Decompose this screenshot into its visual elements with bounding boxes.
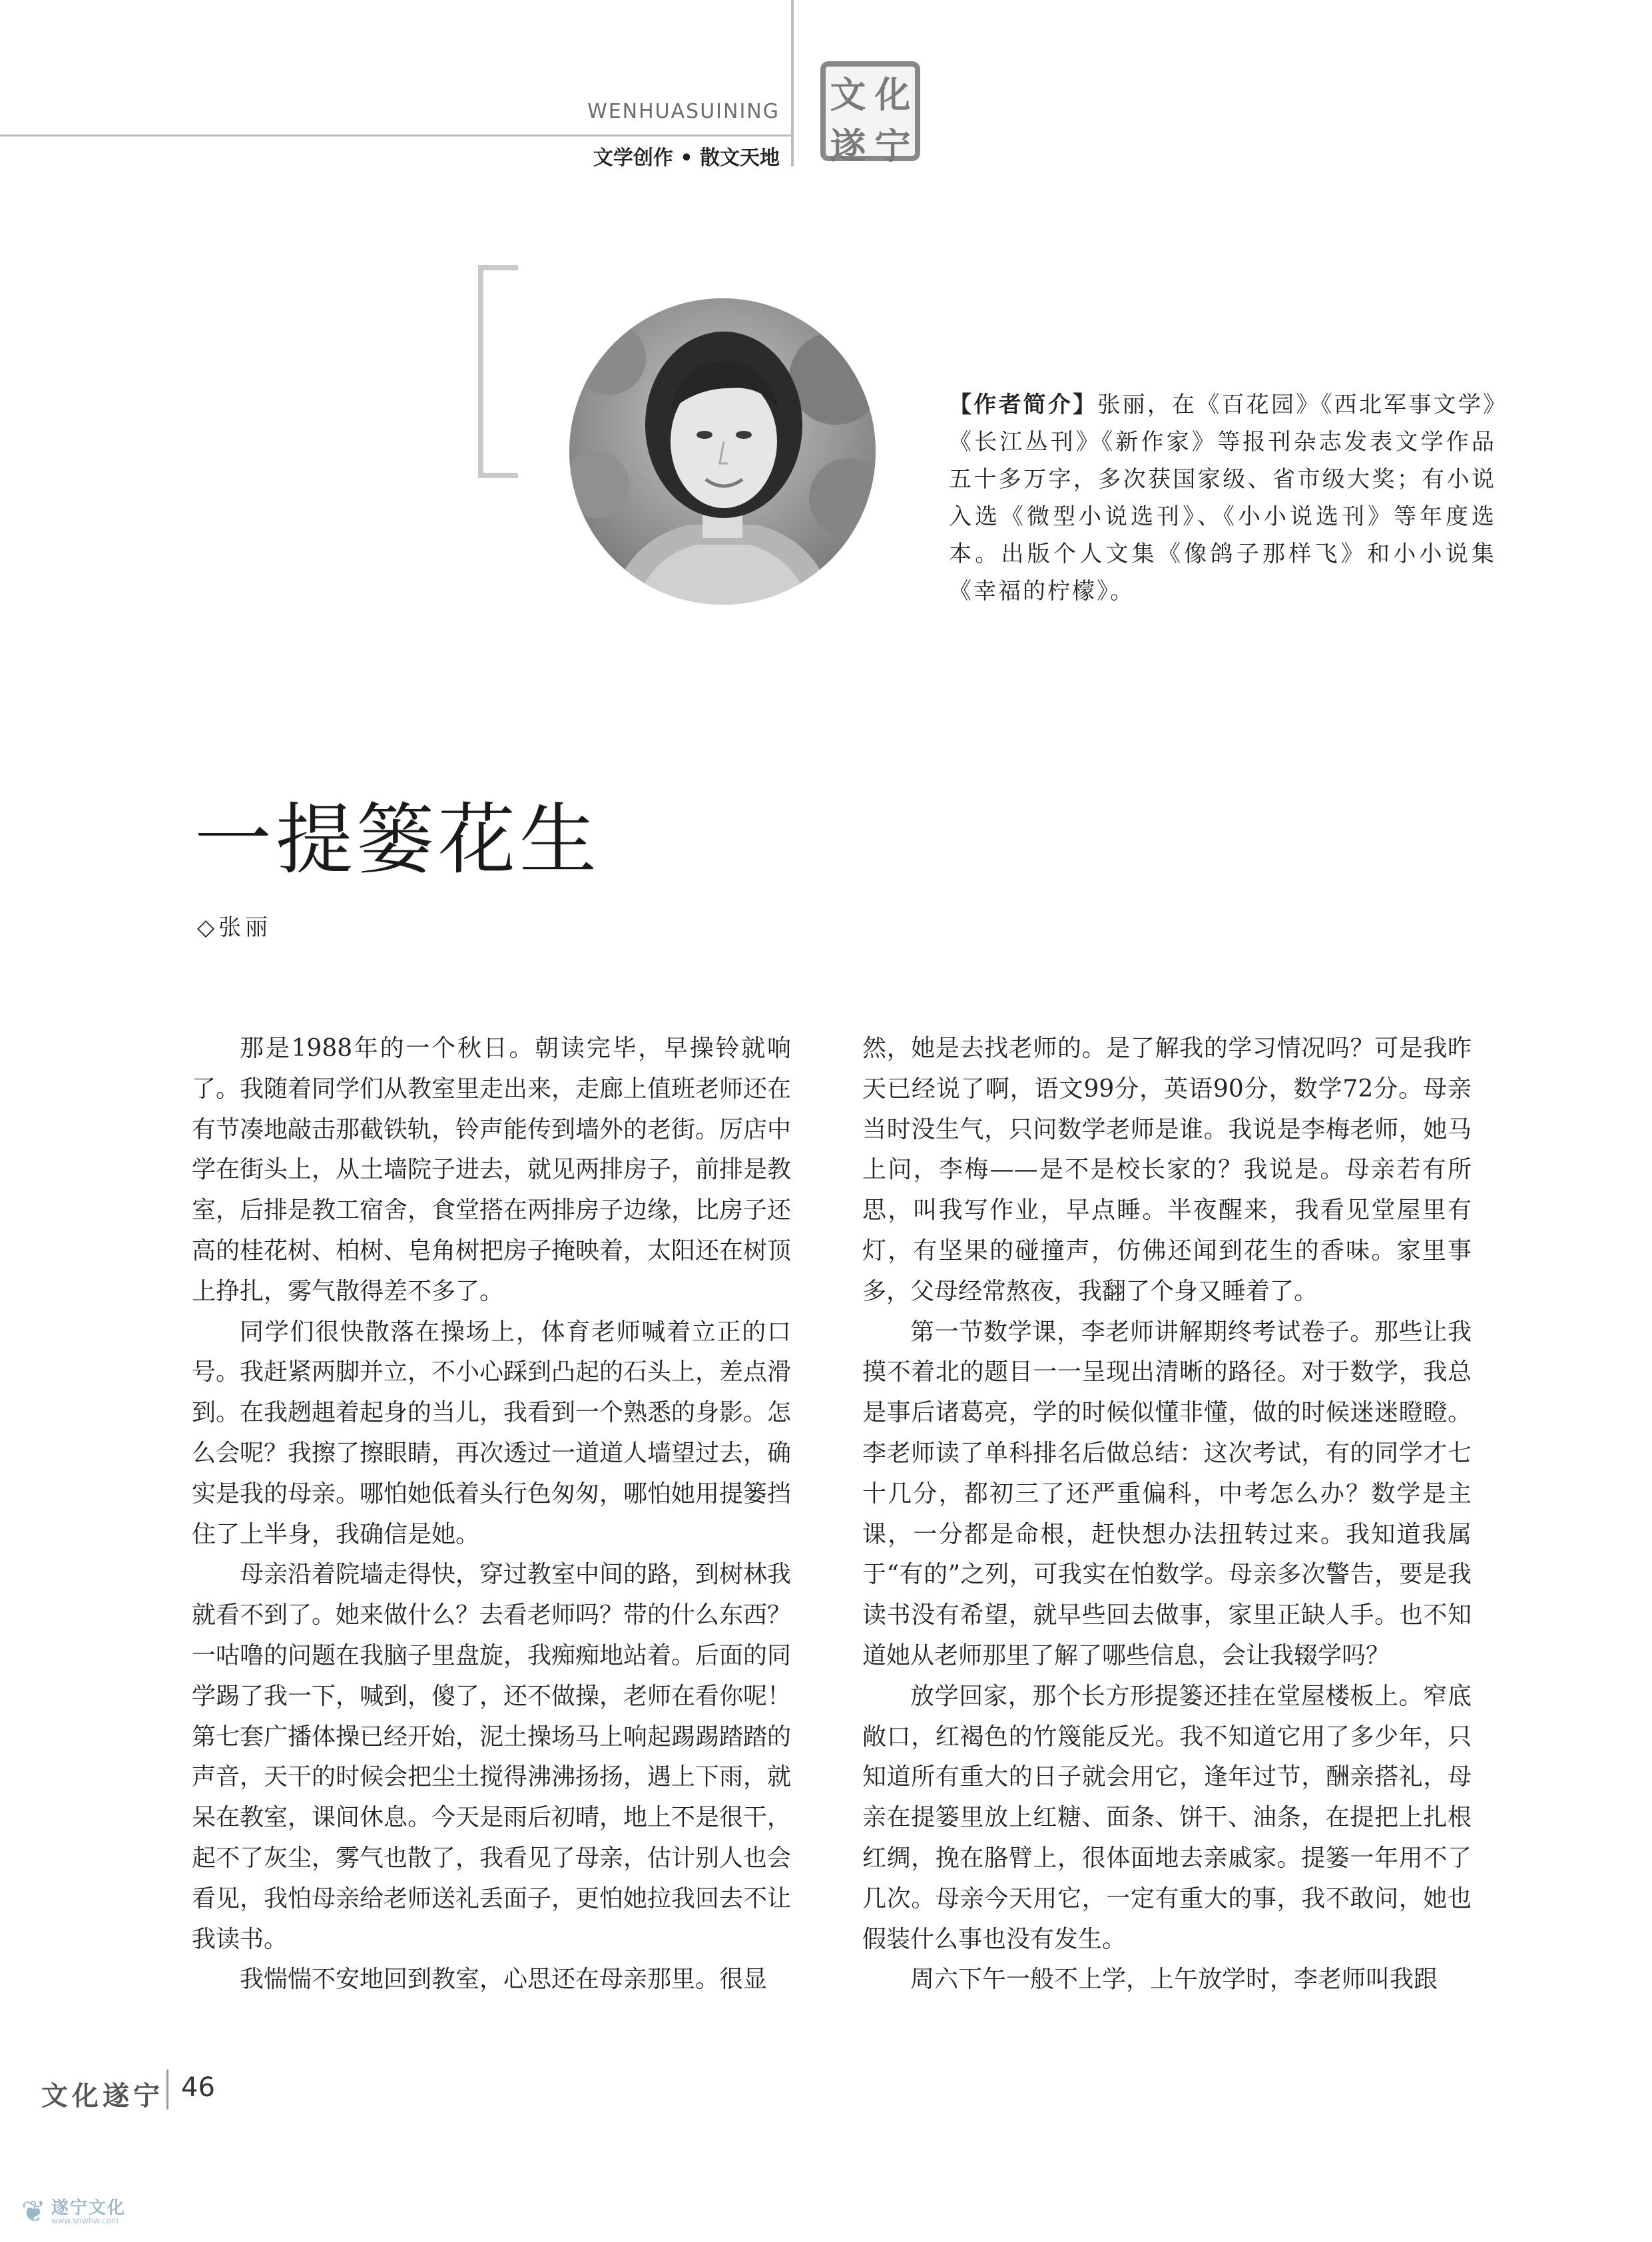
header-vertical-rule <box>791 0 794 166</box>
header-site-name: WENHUASUINING <box>587 100 780 123</box>
paragraph: 我惴惴不安地回到教室，心思还在母亲那里。很显 <box>240 1966 768 1994</box>
paragraph: 放学回家，那个长方形提篓还挂在堂屋楼板上。窄底敞口，红褐色的竹篾能反光。我不知道它用了多少年，只知道所有重大的日子就会用它，逢年过节，酬亲搭礼，母亲在提篓里放上红糖、面条、饼干、油条，在提把上扎根红绸，挽在胳臂上，很体面地去亲戚家。提篓一年用不了几次。母亲今天用它，一定有重大的事，我不敢问，她也假装什么事也没有发生。 <box>862 1682 1472 1953</box>
paragraph: 周六下午一般不上学，上午放学时，李老师叫我跟 <box>910 1966 1438 1994</box>
watermark <box>21 2195 126 2229</box>
author-portrait <box>569 298 876 605</box>
author-bio-label: 【作者简介】 <box>949 392 1098 418</box>
author-bio <box>949 386 1496 610</box>
magazine-seal-logo <box>820 61 920 167</box>
header-category: 文学创作 • 散文天地 <box>593 146 780 170</box>
watermark-name: 遂宁文化 <box>51 2197 126 2218</box>
author-bio-text: 张丽，在《百花园》《西北军事文学》《长江丛刊》《新作家》等报刊杂志发表文学作品五十多万字，多次获国家级、省市级大奖；有小说入选《微型小说选刊》、《小小说选刊》等年度选本。出版个人文集《像鸽子那样飞》和小小说集《幸福的柠檬》。 <box>949 392 1497 605</box>
watermark-url: www.snwhw.com <box>51 2215 119 2225</box>
paragraph-continued: 然，她是去找老师的。是了解我的学习情况吗？可是我昨天已经说了啊，语文99分，英语90分，数学72分。母亲当时没生气，只问数学老师是谁。我说是李梅老师，她马上问，李梅——是不是校长家的？我说是。母亲若有所思，叫我写作业，早点睡。半夜醒来，我看见堂屋里有灯，有坚果的碰撞声，仿佛还闻到花生的香味。家里事多，父母经常熬夜，我翻了个身又睡着了。 <box>862 1035 1472 1305</box>
footer-divider <box>166 2070 168 2109</box>
article-column-left <box>192 1029 791 2000</box>
article-byline: ◇张丽 <box>197 914 272 941</box>
seal-char: 遂 <box>830 125 866 167</box>
article-title: 一提篓花生 <box>194 795 601 885</box>
article-column-right <box>862 1029 1472 2000</box>
decorative-bracket <box>478 265 518 478</box>
paragraph: 同学们很快散落在操场上，体育老师喊着立正的口号。我赶紧两脚并立，不小心踩到凸起的石头上，差点滑到。在我趔趄着起身的当儿，我看到一个熟悉的身影。怎么会呢？我擦了擦眼睛，再次透过一道道人墙望过去，确实是我的母亲。哪怕她低着头行色匆匆，哪怕她用提篓挡住了上半身，我确信是她。 <box>192 1318 792 1548</box>
seal-char: 化 <box>874 73 911 116</box>
paragraph: 那是1988年的一个秋日。朝读完毕，早操铃就响了。我随着同学们从教室里走出来，走廊上值班老师还在有节凑地敲击那截铁轨，铃声能传到墙外的老街。厉店中学在街头上，从土墙院子进去，就见两排房子，前排是教室，后排是教工宿舍，食堂搭在两排房子边缘，比房子还高的桂花树、柏树、皂角树把房子掩映着，太阳还在树顶上挣扎，雾气散得差不多了。 <box>192 1035 792 1305</box>
seal-char: 文 <box>830 73 866 116</box>
wing-icon: ❦ <box>21 2195 46 2229</box>
header-horizontal-rule <box>0 135 791 137</box>
paragraph: 母亲沿着院墙走得快，穿过教室中间的路，到树林我就看不到了。她来做什么？去看老师吗？带的什么东西？一咕噜的问题在我脑子里盘旋，我痴痴地站着。后面的同学踢了我一下，喊到，傻了，还不做操，老师在看你呢！第七套广播体操已经开始，泥土操场马上响起踢踢踏踏的声音，天干的时候会把尘土搅得沸沸扬扬，遇上下雨，就呆在教室，课间休息。今天是雨后初晴，地上不是很干，起不了灰尘，雾气也散了，我看见了母亲，估计别人也会看见，我怕母亲给老师送礼丢面子，更怕她拉我回去不让我读书。 <box>192 1561 792 1953</box>
footer-magazine-name: 文化遂宁 <box>41 2080 164 2111</box>
paragraph: 第一节数学课，李老师讲解期终考试卷子。那些让我摸不着北的题目一一呈现出清晰的路径。对于数学，我总是事后诸葛亮，学的时候似懂非懂，做的时候迷迷瞪瞪。李老师读了单科排名后做总结：这次考试，有的同学才七十几分，都初三了还严重偏科，中考怎么办？数学是主课，一分都是命根，赶快想办法扭转过来。我知道我属于“有的”之列，可我实在怕数学。母亲多次警告，要是我读书没有希望，就早些回去做事，家里正缺人手。也不知道她从老师那里了解了哪些信息，会让我辍学吗？ <box>862 1318 1472 1669</box>
page-number: 46 <box>181 2072 215 2103</box>
seal-char: 宁 <box>874 125 911 167</box>
